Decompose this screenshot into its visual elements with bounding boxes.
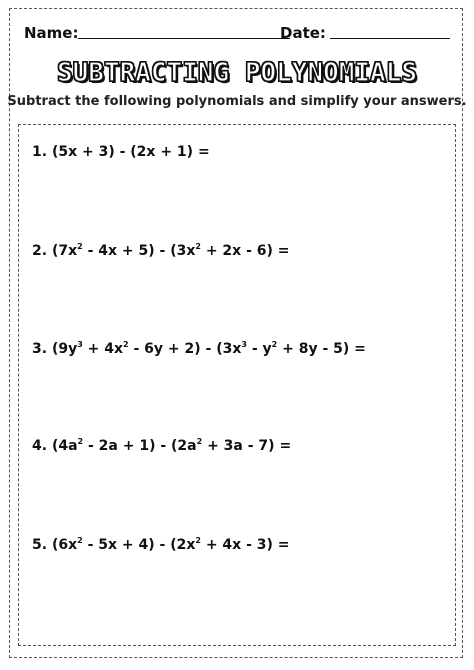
problem-text-part: + 4x - 3) = xyxy=(205,537,290,553)
exponent: 2 xyxy=(77,536,83,545)
exponent: 2 xyxy=(195,242,201,251)
problem-text-part: - 6y + 2) - (3x xyxy=(133,341,242,357)
problem-number: 4. xyxy=(32,438,48,454)
problem-text-part: + 2x - 6) = xyxy=(205,243,290,259)
problem-text-part: - 2a + 1) - (2a xyxy=(87,438,197,454)
date-label: Date: xyxy=(280,24,326,42)
name-input-line[interactable] xyxy=(78,38,290,39)
problem-4 xyxy=(32,438,291,454)
problem-text-part: (7x xyxy=(51,243,78,259)
problem-text-part: - 4x + 5) - (3x xyxy=(87,243,196,259)
exponent: 3 xyxy=(77,340,83,349)
date-input-line[interactable] xyxy=(330,38,450,39)
problem-box xyxy=(18,124,456,646)
exponent: 2 xyxy=(271,340,278,349)
problem-text-part: + 8y - 5) = xyxy=(282,341,366,357)
exponent: 2 xyxy=(196,437,203,446)
exponent: 2 xyxy=(123,340,129,349)
problem-number: 3. xyxy=(32,341,48,357)
name-label: Name: xyxy=(24,24,79,42)
problem-text-part: - y xyxy=(251,341,272,357)
exponent: 2 xyxy=(195,536,201,545)
instructions-text: Subtract the following polynomials and simplify your answers. xyxy=(7,94,467,109)
problem-text-part: (6x xyxy=(51,537,78,553)
header-row xyxy=(24,22,454,46)
problem-3 xyxy=(32,341,366,357)
problem-text-part: (9y xyxy=(51,341,78,357)
problem-text-part: + 4x xyxy=(87,341,124,357)
problem-number: 2. xyxy=(32,243,48,259)
problem-text-part: - 5x + 4) - (2x xyxy=(87,537,196,553)
problem-text-part: (4a xyxy=(51,438,78,454)
problem-2 xyxy=(32,243,290,259)
problem-text: (5x + 3) - (2x + 1) = xyxy=(51,144,210,160)
problem-5 xyxy=(32,537,290,553)
problem-number: 1. xyxy=(32,144,48,160)
problem-1 xyxy=(32,144,210,160)
exponent: 2 xyxy=(77,242,83,251)
problem-number: 5. xyxy=(32,537,48,553)
problem-text-part: + 3a - 7) = xyxy=(207,438,292,454)
exponent: 2 xyxy=(77,437,84,446)
exponent: 3 xyxy=(241,340,247,349)
worksheet-title: SUBTRACTING POLYNOMIALS xyxy=(56,58,418,88)
